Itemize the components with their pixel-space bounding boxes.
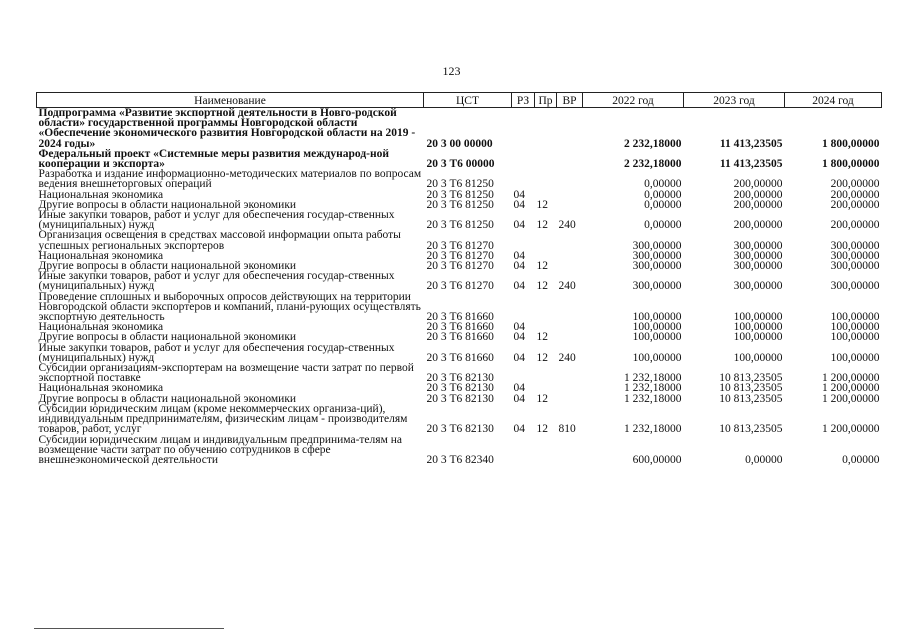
cell-cst: 20 3 Т6 81270 [426,280,494,293]
cell-2022: 100,00000 [632,331,682,344]
cell-name: Субсидии организациям-экспортерам на возмещение части затрат по первой экспортной поставке [38,362,414,385]
cell-2022: 300,00000 [632,239,682,252]
cell-2023: 200,00000 [733,188,783,201]
cell-pr: 12 [536,351,548,364]
cell-2023: 100,00000 [733,351,783,364]
cell-pr [535,230,557,250]
table-row [37,271,882,291]
cell-rz [512,108,535,149]
cell-cst: 20 3 Т6 81660 [426,331,494,344]
cell-2024: 200,00000 [830,178,880,191]
header-vr: ВР [557,93,583,108]
cell-rz: 04 [513,188,525,201]
header-row [37,93,882,108]
cell-name: Субсидии юридическим лицам (кроме некоммерческих организа-ций), индивидуальным предпринимателям, физическим лицам - производителям товаров, работ, услуг [38,402,408,436]
cell-rz [512,435,535,466]
cell-2023: 200,00000 [733,198,783,211]
cell-pr: 12 [536,219,548,232]
table-row [37,210,882,230]
cell-2023: 100,00000 [733,321,783,334]
cell-rz [512,169,535,189]
cell-cst: 20 3 Т6 82130 [426,382,494,395]
cell-pr [535,169,557,189]
cell-2023: 300,00000 [733,239,783,252]
cell-rz: 04 [513,321,525,334]
cell-pr [535,108,557,149]
cell-cst: 20 3 00 00000 [426,137,493,150]
cell-cst: 20 3 Т6 81270 [426,249,494,262]
cell-vr [557,394,583,404]
cell-vr: 810 [558,423,576,436]
cell-2024: 200,00000 [830,219,880,232]
table-row [37,292,882,323]
cell-vr [557,108,583,149]
cell-rz: 04 [513,392,525,405]
cell-2022: 2 232,18000 [624,137,682,150]
cell-cst: 20 3 Т6 81660 [426,311,494,324]
cell-rz: 04 [513,331,525,344]
header-cst: ЦСТ [424,93,512,108]
cell-vr [557,190,583,200]
table-row [37,169,882,189]
cell-cst: 20 3 Т6 81270 [426,239,494,252]
cell-2023: 10 813,23505 [719,423,783,436]
cell-2024: 300,00000 [830,260,880,273]
cell-2022: 100,00000 [632,321,682,334]
cell-pr: 12 [536,392,548,405]
table-header [37,93,882,108]
cell-vr [557,435,583,466]
cell-2024: 1 200,00000 [822,423,880,436]
cell-2023: 200,00000 [733,219,783,232]
cell-name: Национальная экономика [38,382,164,395]
cell-2024: 300,00000 [830,249,880,262]
cell-2022: 300,00000 [632,249,682,262]
cell-2024: 1 800,00000 [822,158,880,171]
cell-2023: 11 413,23505 [719,137,783,150]
table-row [37,435,882,466]
header-2022: 2022 год [583,93,684,108]
cell-cst: 20 3 Т6 81250 [426,219,494,232]
cell-2024: 300,00000 [830,239,880,252]
cell-2022: 1 232,18000 [624,382,682,395]
cell-cst: 20 3 Т6 00000 [426,158,495,171]
cell-rz: 04 [513,351,525,364]
cell-2023: 11 413,23505 [719,158,783,171]
cell-2024: 1 200,00000 [822,372,880,385]
cell-2023: 10 813,23505 [719,392,783,405]
cell-vr [557,169,583,189]
cell-vr [557,261,583,271]
cell-2024: 300,00000 [830,280,880,293]
cell-name: Организация освещения в средствах массовой информации опыта работы успешных региональных экспортеров [38,229,401,252]
cell-name: Разработка и издание информационно-методических материалов по вопросам ведения внешнеторговых операций [38,168,422,191]
table-row [37,363,882,383]
cell-pr: 12 [536,280,548,293]
cell-cst: 20 3 Т6 81270 [426,260,494,273]
cell-cst: 20 3 Т6 82130 [426,392,494,405]
cell-2024: 100,00000 [830,331,880,344]
header-2024: 2024 год [785,93,882,108]
cell-rz: 04 [513,249,525,262]
header-rz: РЗ [512,93,535,108]
footer-divider [34,628,224,629]
cell-rz: 04 [513,219,525,232]
cell-2024: 0,00000 [842,453,880,466]
cell-name: Другие вопросы в области национальной экономики [38,198,297,211]
cell-pr: 12 [536,331,548,344]
cell-2022: 600,00000 [632,453,682,466]
table-row [37,230,882,250]
cell-cst: 20 3 Т6 81250 [426,178,494,191]
cell-name: Проведение сплошных и выборочных опросов действующих на территории Новгородской области экспортеров и компаний, плани-рующих осуществлять экспортную деятельность [38,290,421,324]
cell-2023: 100,00000 [733,311,783,324]
cell-rz: 04 [513,382,525,395]
cell-rz [512,363,535,383]
cell-name: Другие вопросы в области национальной экономики [38,260,297,273]
cell-2022: 0,00000 [644,188,682,201]
cell-2023: 200,00000 [733,178,783,191]
cell-pr: 12 [536,198,548,211]
cell-2022: 100,00000 [632,311,682,324]
cell-vr [557,149,583,169]
cell-2024: 100,00000 [830,321,880,334]
budget-table [36,92,882,465]
cell-2023: 300,00000 [733,280,783,293]
cell-vr: 240 [558,351,576,364]
cell-pr [535,363,557,383]
cell-2022: 0,00000 [644,219,682,232]
cell-rz [512,292,535,323]
table-body [37,108,882,466]
cell-rz: 04 [513,280,525,293]
cell-name: Подпрограмма «Развитие экспортной деятельности в Новго-родской области» государственной программы Новгородской области «Обеспечение экономического развития Новгородской области на 2019 - 2024 годы» [38,107,416,150]
cell-2022: 300,00000 [632,260,682,273]
cell-2022: 1 232,18000 [624,372,682,385]
cell-2024: 200,00000 [830,198,880,211]
cell-name: Федеральный проект «Системные меры развития международ-ной кооперации и экспорта» [38,147,389,171]
cell-vr [557,363,583,383]
cell-pr [535,149,557,169]
cell-vr [557,383,583,393]
cell-vr [557,251,583,261]
cell-2024: 100,00000 [830,311,880,324]
cell-name: Национальная экономика [38,321,164,334]
cell-2024: 1 200,00000 [822,382,880,395]
cell-2024: 200,00000 [830,188,880,201]
cell-rz [512,230,535,250]
page-number: 123 [442,64,461,78]
cell-name: Иные закупки товаров, работ и услуг для обеспечения государ-ственных (муниципальных) нужд [38,209,395,232]
table-row [37,108,882,149]
cell-2022: 0,00000 [644,198,682,211]
cell-2022: 1 232,18000 [624,392,682,405]
cell-2022: 1 232,18000 [624,423,682,436]
cell-name: Иные закупки товаров, работ и услуг для обеспечения государ-ственных (муниципальных) нужд [38,270,395,293]
header-2023: 2023 год [684,93,785,108]
table-row [37,149,882,169]
cell-pr [535,292,557,323]
cell-2023: 100,00000 [733,331,783,344]
cell-2024: 1 200,00000 [822,392,880,405]
cell-rz: 04 [513,260,525,273]
cell-2024: 1 800,00000 [822,137,880,150]
cell-rz: 04 [513,423,525,436]
cell-name: Другие вопросы в области национальной экономики [38,392,297,405]
cell-vr [557,292,583,323]
header-name: Наименование [37,93,424,108]
cell-rz [512,149,535,169]
cell-rz: 04 [513,198,525,211]
cell-cst: 20 3 Т6 81250 [426,188,494,201]
cell-cst: 20 3 Т6 82130 [426,372,494,385]
cell-name: Национальная экономика [38,249,164,262]
cell-2023: 300,00000 [733,260,783,273]
cell-vr [557,322,583,332]
cell-2022: 100,00000 [632,351,682,364]
cell-2023: 0,00000 [745,453,783,466]
header-pr: Пр [535,93,557,108]
cell-pr [535,435,557,466]
cell-name: Национальная экономика [38,188,164,201]
cell-2022: 2 232,18000 [624,158,682,171]
table-row [37,343,882,363]
cell-vr [557,230,583,250]
cell-2022: 0,00000 [644,178,682,191]
cell-pr: 12 [536,423,548,436]
cell-vr: 240 [558,280,576,293]
cell-name: Другие вопросы в области национальной экономики [38,331,297,344]
table-row [37,404,882,435]
cell-name: Иные закупки товаров, работ и услуг для обеспечения государ-ственных (муниципальных) нужд [38,341,395,364]
cell-vr: 240 [558,219,576,232]
cell-2023: 10 813,23505 [719,372,783,385]
cell-cst: 20 3 Т6 82130 [426,423,494,436]
cell-2023: 10 813,23505 [719,382,783,395]
cell-cst: 20 3 Т6 82340 [426,453,494,466]
cell-2022: 300,00000 [632,280,682,293]
cell-cst: 20 3 Т6 81250 [426,198,494,211]
cell-cst: 20 3 Т6 81660 [426,321,494,334]
cell-name: Субсидии юридическим лицам и индивидуальным предпринима-телям на возмещение части затрат по обучению сотрудников в сфере внешнеэкономической деятельности [38,433,402,466]
cell-vr [557,332,583,342]
cell-cst: 20 3 Т6 81660 [426,351,494,364]
cell-pr: 12 [536,260,548,273]
cell-2023: 300,00000 [733,249,783,262]
cell-2024: 100,00000 [830,351,880,364]
cell-vr [557,200,583,210]
